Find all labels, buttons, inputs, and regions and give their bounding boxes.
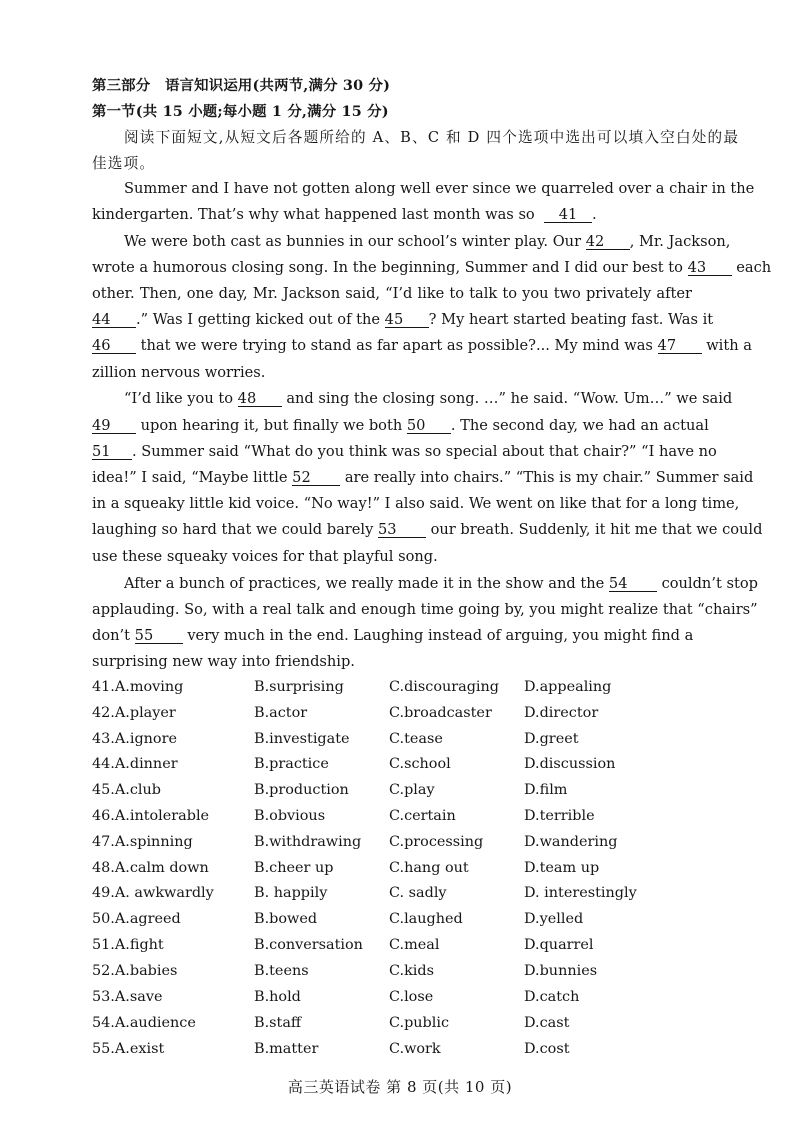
option-d: D.yelled: [524, 911, 584, 927]
passage-line: zillion nervous worries.: [92, 364, 266, 381]
option-b: B.production: [254, 782, 349, 798]
option-a: 43.A.ignore: [92, 731, 177, 747]
passage-line: kindergarten. That’s why what happened last month was so 41 .: [92, 206, 597, 223]
option-a: 42.A.player: [92, 705, 176, 721]
option-row-43: [92, 731, 712, 751]
blank-43: 43: [688, 260, 732, 276]
option-a: 49.A. awkwardly: [92, 885, 214, 901]
option-a: 41.A.moving: [92, 679, 184, 695]
option-a: 54.A.audience: [92, 1015, 196, 1031]
option-row-41: [92, 679, 712, 699]
option-row-42: [92, 705, 712, 725]
option-c: C.processing: [389, 834, 484, 850]
option-d: D.bunnies: [524, 963, 598, 979]
option-a: 44.A.dinner: [92, 756, 178, 772]
option-d: D.quarrel: [524, 937, 594, 953]
option-row-53: [92, 989, 712, 1009]
option-a: 48.A.calm down: [92, 860, 209, 876]
option-row-44: [92, 756, 712, 776]
passage-line: surprising new way into friendship.: [92, 653, 355, 670]
option-d: D.terrible: [524, 808, 595, 824]
blank-54: 54: [609, 576, 657, 592]
option-b: B.obvious: [254, 808, 326, 824]
blank-44: 44: [92, 312, 136, 328]
option-b: B.practice: [254, 756, 329, 772]
option-c: C.broadcaster: [389, 705, 492, 721]
option-c: C.hang out: [389, 860, 469, 876]
option-b: B.investigate: [254, 731, 350, 747]
passage-line: 46 that we were trying to stand as far apart as possible?... My mind was 47 with a: [92, 337, 752, 354]
passage-line: After a bunch of practices, we really made it in the show and the 54 couldn’t stop: [124, 575, 758, 592]
option-row-55: [92, 1041, 712, 1061]
passage-line: “I’d like you to 48 and sing the closing song. …” he said. “Wow. Um…” we said: [124, 390, 733, 407]
option-c: C.work: [389, 1041, 441, 1057]
option-b: B.staff: [254, 1015, 302, 1031]
option-b: B. happily: [254, 885, 328, 901]
blank-47: 47: [658, 338, 702, 354]
blank-53: 53: [378, 522, 426, 538]
option-b: B.hold: [254, 989, 301, 1005]
option-b: B.surprising: [254, 679, 344, 695]
blank-52: 52: [292, 470, 340, 486]
blank-41: 41: [544, 207, 592, 223]
option-c: C.certain: [389, 808, 456, 824]
option-a: 45.A.club: [92, 782, 161, 798]
passage-line: don’t 55 very much in the end. Laughing instead of arguing, you might find a: [92, 627, 694, 644]
option-c: C.play: [389, 782, 435, 798]
option-row-45: [92, 782, 712, 802]
subsection-title: 第一节(共 15 小题;每小题 1 分,满分 15 分): [92, 103, 389, 120]
option-row-50: [92, 911, 712, 931]
option-row-49: [92, 885, 712, 905]
passage-line: wrote a humorous closing song. In the beginning, Summer and I did our best to 43 each: [92, 259, 772, 276]
option-row-54: [92, 1015, 712, 1035]
option-b: B.bowed: [254, 911, 318, 927]
option-c: C.meal: [389, 937, 440, 953]
option-a: 46.A.intolerable: [92, 808, 210, 824]
option-b: B.conversation: [254, 937, 363, 953]
option-row-47: [92, 834, 712, 854]
option-d: D.catch: [524, 989, 580, 1005]
blank-49: 49: [92, 418, 136, 434]
passage-line: laughing so hard that we could barely 53 our breath. Suddenly, it hit me that we could: [92, 521, 763, 538]
passage-line: 51 . Summer said “What do you think was so special about that chair?” “I have no: [92, 443, 717, 460]
passage-line: use these squeaky voices for that playful song.: [92, 548, 438, 565]
option-a: 55.A.exist: [92, 1041, 165, 1057]
option-c: C.kids: [389, 963, 434, 979]
option-c: C.school: [389, 756, 451, 772]
instruction-line-1: 阅读下面短文,从短文后各题所给的 A、B、C 和 D 四个选项中选出可以填入空白处的最: [124, 129, 740, 146]
option-a: 53.A.save: [92, 989, 163, 1005]
option-d: D.team up: [524, 860, 600, 876]
option-d: D.cast: [524, 1015, 570, 1031]
passage-line: applauding. So, with a real talk and enough time going by, you might realize that “chairs”: [92, 601, 758, 618]
blank-55: 55: [135, 628, 183, 644]
option-d: D.appealing: [524, 679, 612, 695]
option-a: 50.A.agreed: [92, 911, 181, 927]
option-d: D.cost: [524, 1041, 570, 1057]
option-c: C.lose: [389, 989, 434, 1005]
passage-line: in a squeaky little kid voice. “No way!” I also said. We went on like that for a long time,: [92, 495, 740, 512]
blank-45: 45: [385, 312, 429, 328]
blank-50: 50: [407, 418, 451, 434]
option-d: D.wandering: [524, 834, 618, 850]
blank-46: 46: [92, 338, 136, 354]
option-row-51: [92, 937, 712, 957]
option-row-52: [92, 963, 712, 983]
option-a: 47.A.spinning: [92, 834, 193, 850]
passage-line: idea!” I said, “Maybe little 52 are really into chairs.” “This is my chair.” Summer said: [92, 469, 754, 486]
section-title: 第三部分 语言知识运用(共两节,满分 30 分): [92, 77, 391, 94]
option-b: B.cheer up: [254, 860, 334, 876]
option-d: D.discussion: [524, 756, 616, 772]
passage-line: other. Then, one day, Mr. Jackson said, “I’d like to talk to you two privately after: [92, 285, 692, 302]
blank-48: 48: [238, 391, 282, 407]
option-c: C. sadly: [389, 885, 447, 901]
passage-line: 49 upon hearing it, but finally we both 50 . The second day, we had an actual: [92, 417, 709, 434]
option-c: C.public: [389, 1015, 450, 1031]
instruction-line-2: 佳选项。: [92, 155, 156, 172]
option-row-46: [92, 808, 712, 828]
option-a: 52.A.babies: [92, 963, 178, 979]
blank-51: 51: [92, 444, 132, 460]
blank-42: 42: [586, 234, 630, 250]
page-footer: 高三英语试卷 第 8 页(共 10 页): [287, 1078, 513, 1096]
option-c: C.tease: [389, 731, 443, 747]
option-d: D.film: [524, 782, 568, 798]
passage-line: We were both cast as bunnies in our school’s winter play. Our 42 , Mr. Jackson,: [124, 233, 731, 250]
option-row-48: [92, 860, 712, 880]
option-d: D. interestingly: [524, 885, 637, 901]
option-c: C.discouraging: [389, 679, 500, 695]
passage-line: 44 .” Was I getting kicked out of the 45 ? My heart started beating fast. Was it: [92, 311, 714, 328]
option-a: 51.A.fight: [92, 937, 164, 953]
passage-line: Summer and I have not gotten along well ever since we quarreled over a chair in the: [124, 180, 755, 197]
option-b: B.teens: [254, 963, 309, 979]
option-b: B.withdrawing: [254, 834, 362, 850]
option-b: B.matter: [254, 1041, 319, 1057]
option-b: B.actor: [254, 705, 308, 721]
option-d: D.director: [524, 705, 599, 721]
option-c: C.laughed: [389, 911, 463, 927]
option-d: D.greet: [524, 731, 579, 747]
